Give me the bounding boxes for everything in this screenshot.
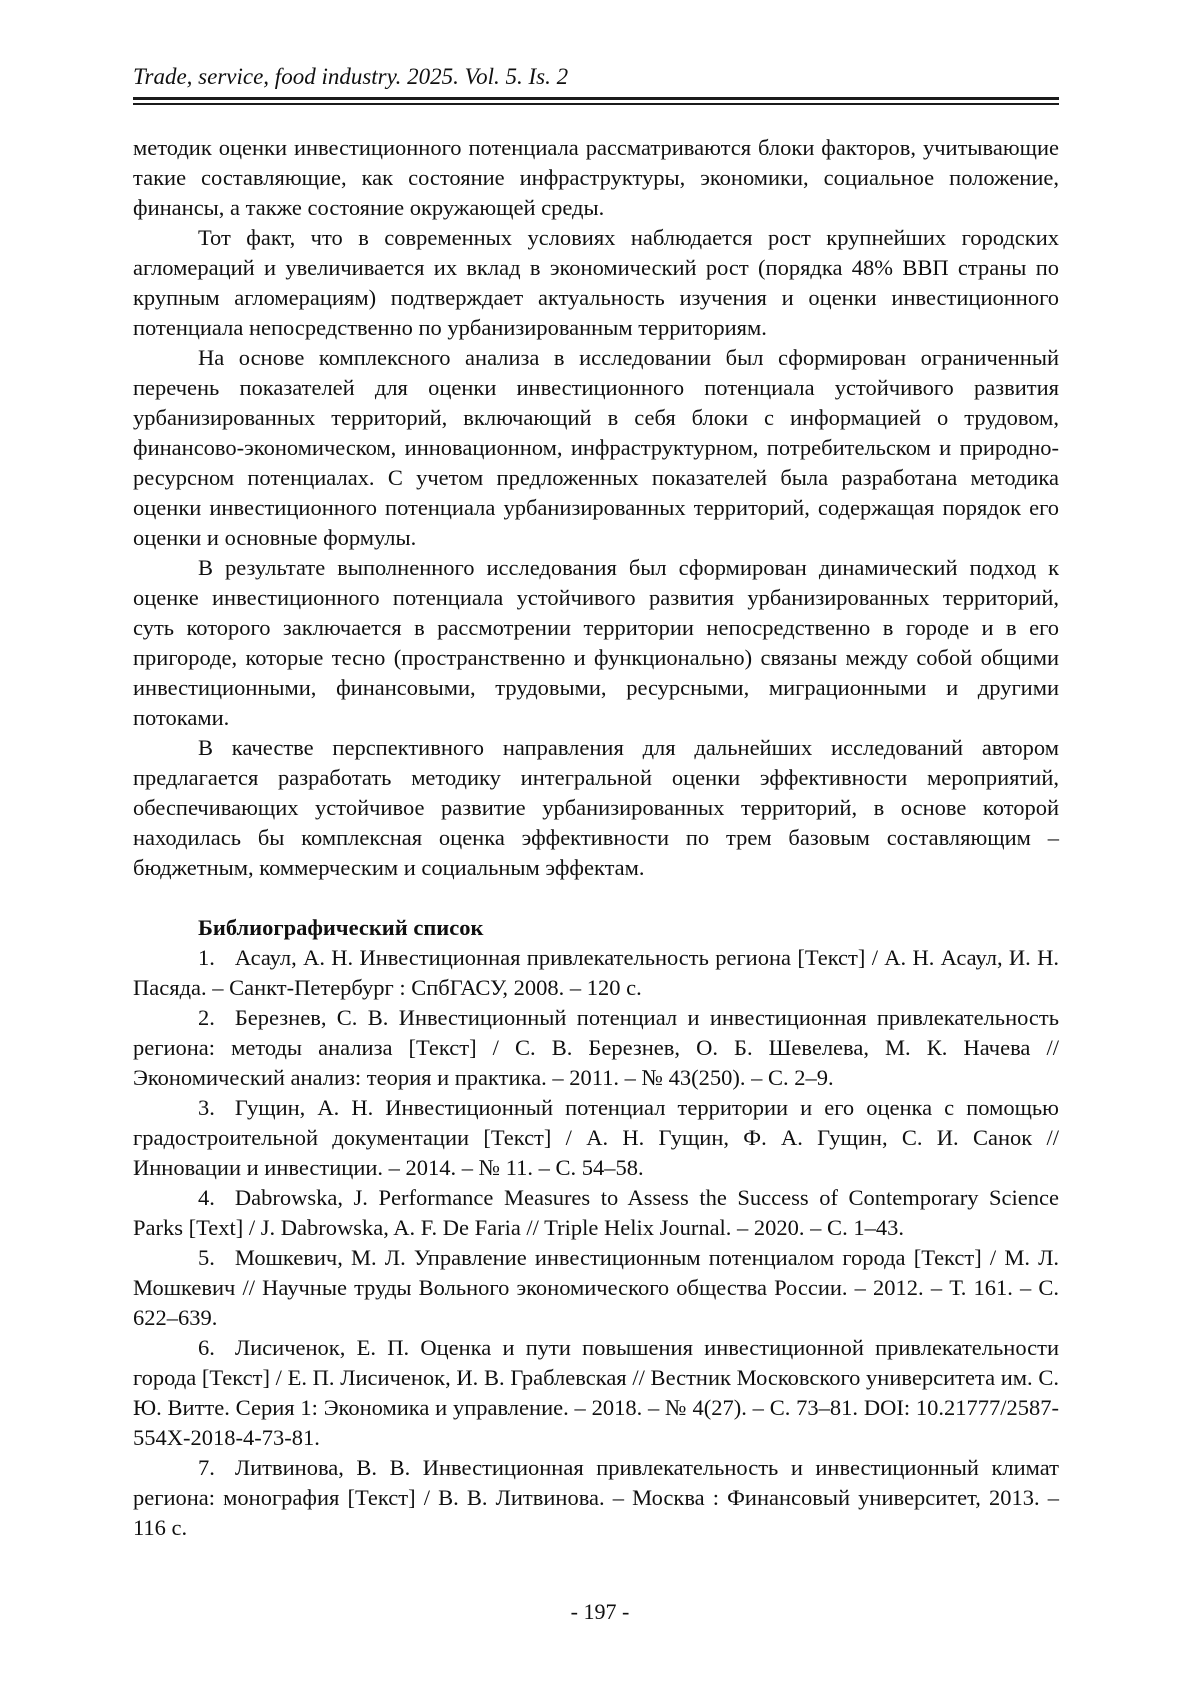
bibliography-item	[133, 1243, 1059, 1333]
bibliography-item	[133, 1003, 1059, 1093]
bibliography-item-text: Асаул, А. Н. Инвестиционная привлекательность региона [Текст] / А. Н. Асаул, И. Н. Пасяда. – Санкт-Петербург : СпбГАСУ, 2008. – 120 с.	[133, 945, 1059, 1000]
bibliography-item	[133, 1183, 1059, 1243]
bibliography-item-text: Лисиченок, Е. П. Оценка и пути повышения инвестиционной привлекательности города [Текст] / Е. П. Лисиченок, И. В. Граблевская // Вестник Московского университета им. С. Ю. Витте. Серия 1: Экономика и управление. – 2018. – № 4(27). – С. 73–81. DOI: 10.21777/2587-554X-2018-4-73-81.	[133, 1335, 1059, 1450]
bibliography-item-number: 3.	[198, 1095, 215, 1120]
body-paragraph: методик оценки инвестиционного потенциала рассматриваются блоки факторов, учитывающие такие составляющие, как состояние инфраструктуры, экономики, социальное положение, финансы, а также состояние окружающей среды.	[133, 135, 1059, 220]
bibliography-item	[133, 1093, 1059, 1183]
bibliography-item-text: Dabrowska, J. Performance Measures to Assess the Success of Contemporary Science Parks [Text] / J. Dabrowska, A. F. De Faria // Triple Helix Journal. – 2020. – С. 1–43.	[133, 1185, 1059, 1240]
bibliography-item	[133, 943, 1059, 1003]
bibliography-list	[133, 943, 1059, 1543]
bibliography-item-text: Гущин, А. Н. Инвестиционный потенциал территории и его оценка с помощью градостроительной документации [Текст] / А. Н. Гущин, Ф. А. Гущин, С. И. Санок // Инновации и инвестиции. – 2014. – № 11. – С. 54–58.	[133, 1095, 1059, 1180]
body-paragraph: На основе комплексного анализа в исследовании был сформирован ограниченный перечень показателей для оценки инвестиционного потенциала устойчивого развития урбанизированных территорий, включающий в себя блоки с информацией о трудовом, финансово-экономическом, инновационном, инфраструктурном, потребительском и природно-ресурсном потенциалах. С учетом предложенных показателей была разработана методика оценки инвестиционного потенциала урбанизированных территорий, содержащая порядок его оценки и основные формулы.	[133, 345, 1059, 550]
bibliography-item-number: 4.	[198, 1185, 215, 1210]
bibliography-item-number: 6.	[198, 1335, 215, 1360]
body-paragraph: В качестве перспективного направления для дальнейших исследований автором предлагается разработать методику интегральной оценки эффективности мероприятий, обеспечивающих устойчивое развитие урбанизированных территорий, в основе которой находилась бы комплексная оценка эффективности по трем базовым составляющим – бюджетным, коммерческим и социальным эффектам.	[133, 735, 1059, 880]
article-body	[133, 133, 1059, 883]
bibliography-item	[133, 1333, 1059, 1453]
bibliography-item-number: 5.	[198, 1245, 215, 1270]
running-head: Trade, service, food industry. 2025. Vol. 5. Is. 2	[133, 64, 569, 89]
bibliography-item-number: 1.	[198, 945, 215, 970]
bibliography-item-number: 7.	[198, 1455, 215, 1480]
page-content	[133, 62, 1059, 1543]
body-paragraph: Тот факт, что в современных условиях наблюдается рост крупнейших городских агломераций и увеличивается их вклад в экономический рост (порядка 48% ВВП страны по крупным агломерациям) подтверждает актуальность изучения и оценки инвестиционного потенциала непосредственно по урбанизированным территориям.	[133, 225, 1059, 340]
bibliography-item-number: 2.	[198, 1005, 215, 1030]
bibliography-item-text: Березнев, С. В. Инвестиционный потенциал и инвестиционная привлекательность региона: методы анализа [Текст] / С. В. Березнев, О. Б. Шевелева, М. К. Начева // Экономический анализ: теория и практика. – 2011. – № 43(250). – С. 2–9.	[133, 1005, 1059, 1090]
bibliography-item-text: Литвинова, В. В. Инвестиционная привлекательность и инвестиционный климат региона: монография [Текст] / В. В. Литвинова. – Москва : Финансовый университет, 2013. – 116 с.	[133, 1455, 1059, 1540]
header-rule	[133, 97, 1059, 105]
bibliography-item	[133, 1453, 1059, 1543]
body-paragraph: В результате выполненного исследования был сформирован динамический подход к оценке инвестиционного потенциала устойчивого развития урбанизированных территорий, суть которого заключается в рассмотрении территории непосредственно в городе и в его пригороде, которые тесно (пространственно и функционально) связаны между собой общими инвестиционными, финансовыми, трудовыми, ресурсными, миграционными и другими потоками.	[133, 555, 1059, 730]
bibliography-heading: Библиографический список	[198, 915, 484, 940]
bibliography-item-text: Мошкевич, М. Л. Управление инвестиционным потенциалом города [Текст] / М. Л. Мошкевич // Научные труды Вольного экономического общества России. – 2012. – Т. 161. – С. 622–639.	[133, 1245, 1059, 1330]
page-number: - 197 -	[570, 1599, 630, 1624]
